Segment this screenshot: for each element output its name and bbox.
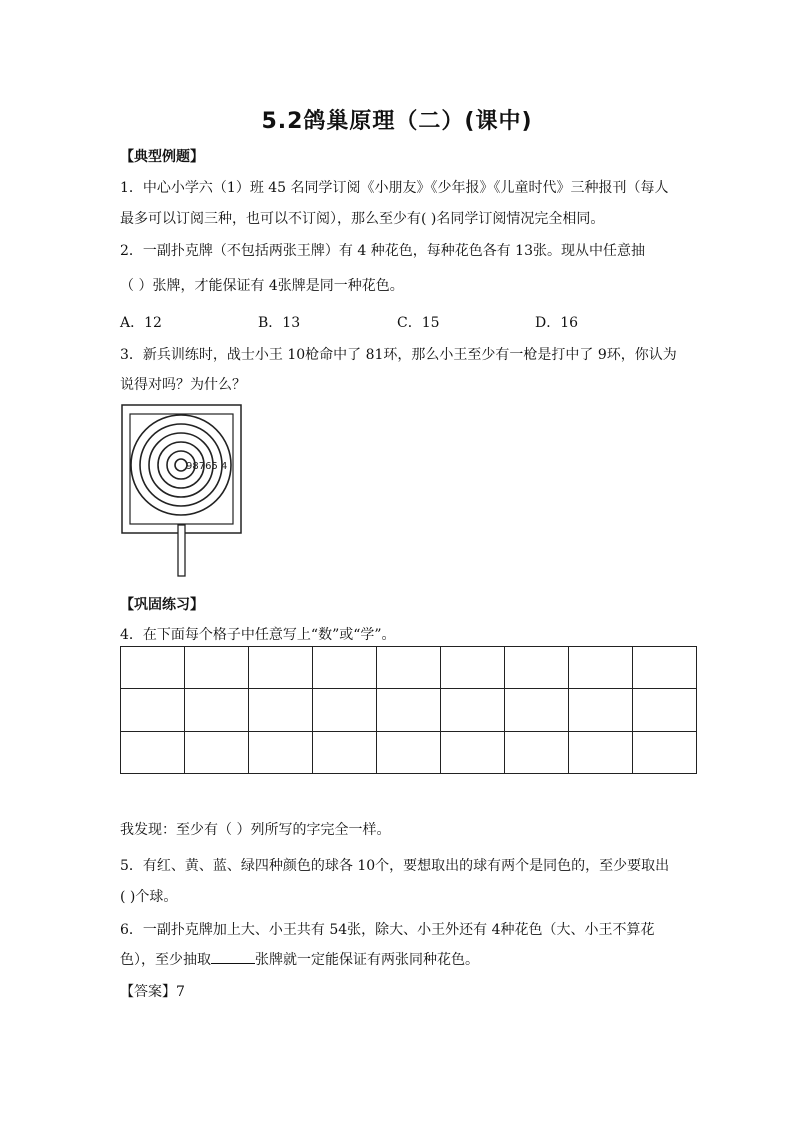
q1-line2: 最多可以订阅三种，也可以不订阅），那么至少有( )名同学订阅情况完全相同。 <box>120 211 605 227</box>
grid-cell[interactable] <box>377 731 441 773</box>
q6-answer-blank[interactable] <box>211 951 255 964</box>
grid-cell[interactable] <box>185 689 249 731</box>
q4-finding: 我发现：至少有（ ）列所写的字完全一样。 <box>120 822 391 838</box>
grid-cell[interactable] <box>249 689 313 731</box>
grid-cell[interactable] <box>249 731 313 773</box>
target-figure <box>118 403 246 579</box>
grid-cell[interactable] <box>569 647 633 689</box>
grid-cell[interactable] <box>441 731 505 773</box>
q5-line1: 5．有红、黄、蓝、绿四种颜色的球各 10个，要想取出的球有两个是同色的，至少要取出 <box>120 858 670 874</box>
grid-cell[interactable] <box>377 689 441 731</box>
q2-option-b: B．13 <box>258 315 301 331</box>
page-title: 5.2鸽巢原理（二）(课中) <box>261 109 533 134</box>
grid-cell[interactable] <box>633 731 697 773</box>
grid-cell[interactable] <box>633 647 697 689</box>
answer-grid <box>120 646 697 774</box>
q2-line2: （ ）张牌，才能保证有 4张牌是同一种花色。 <box>120 278 404 294</box>
q2-line1: 2．一副扑克牌（不包括两张王牌）有 4 种花色，每种花色各有 13张。现从中任意抽 <box>120 243 645 259</box>
grid-cell[interactable] <box>121 647 185 689</box>
grid-cell[interactable] <box>505 731 569 773</box>
grid-cell[interactable] <box>185 731 249 773</box>
q6-line2 <box>120 949 479 969</box>
section-examples: 【典型例题】 <box>120 149 204 165</box>
q2-option-a: A．12 <box>120 315 162 331</box>
grid-cell[interactable] <box>121 731 185 773</box>
grid-cell[interactable] <box>569 689 633 731</box>
q4-line1: 4．在下面每个格子中任意写上“数”或“学”。 <box>120 627 396 643</box>
grid-cell[interactable] <box>633 689 697 731</box>
target-post <box>178 525 185 576</box>
grid-cell[interactable] <box>249 647 313 689</box>
grid-cell[interactable] <box>313 731 377 773</box>
grid-cell[interactable] <box>441 689 505 731</box>
grid-cell[interactable] <box>505 647 569 689</box>
grid-cell[interactable] <box>569 731 633 773</box>
q6-line2-start: 色），至少抽取 <box>120 952 211 968</box>
q1-line1: 1．中心小学六（1）班 45 名同学订阅《小朋友》《少年报》《儿童时代》三种报刊（每人 <box>120 180 669 196</box>
grid-cell[interactable] <box>377 647 441 689</box>
q6-line2-end: 张牌就一定能保证有两张同种花色。 <box>255 952 479 968</box>
ring-labels: 98765 4 <box>186 461 228 472</box>
q5-line2: ( )个球。 <box>120 889 178 905</box>
grid-row <box>121 689 697 731</box>
grid-row <box>121 731 697 773</box>
q6-line1: 6．一副扑克牌加上大、小王共有 54张，除大、小王外还有 4种花色（大、小王不算花 <box>120 922 655 938</box>
q3-line2: 说得对吗？为什么？ <box>120 377 246 393</box>
grid-row <box>121 647 697 689</box>
q2-option-d: D．16 <box>535 315 579 331</box>
grid-cell[interactable] <box>505 689 569 731</box>
grid-cell[interactable] <box>185 647 249 689</box>
grid-cell[interactable] <box>313 647 377 689</box>
answer-label: 【答案】7 <box>120 984 185 1000</box>
grid-cell[interactable] <box>441 647 505 689</box>
q2-option-c: C．15 <box>397 315 440 331</box>
grid-cell[interactable] <box>313 689 377 731</box>
grid-cell[interactable] <box>121 689 185 731</box>
section-practice: 【巩固练习】 <box>120 597 204 613</box>
q3-line1: 3．新兵训练时，战士小王 10枪命中了 81环，那么小王至少有一枪是打中了 9环，你认为 <box>120 347 677 363</box>
